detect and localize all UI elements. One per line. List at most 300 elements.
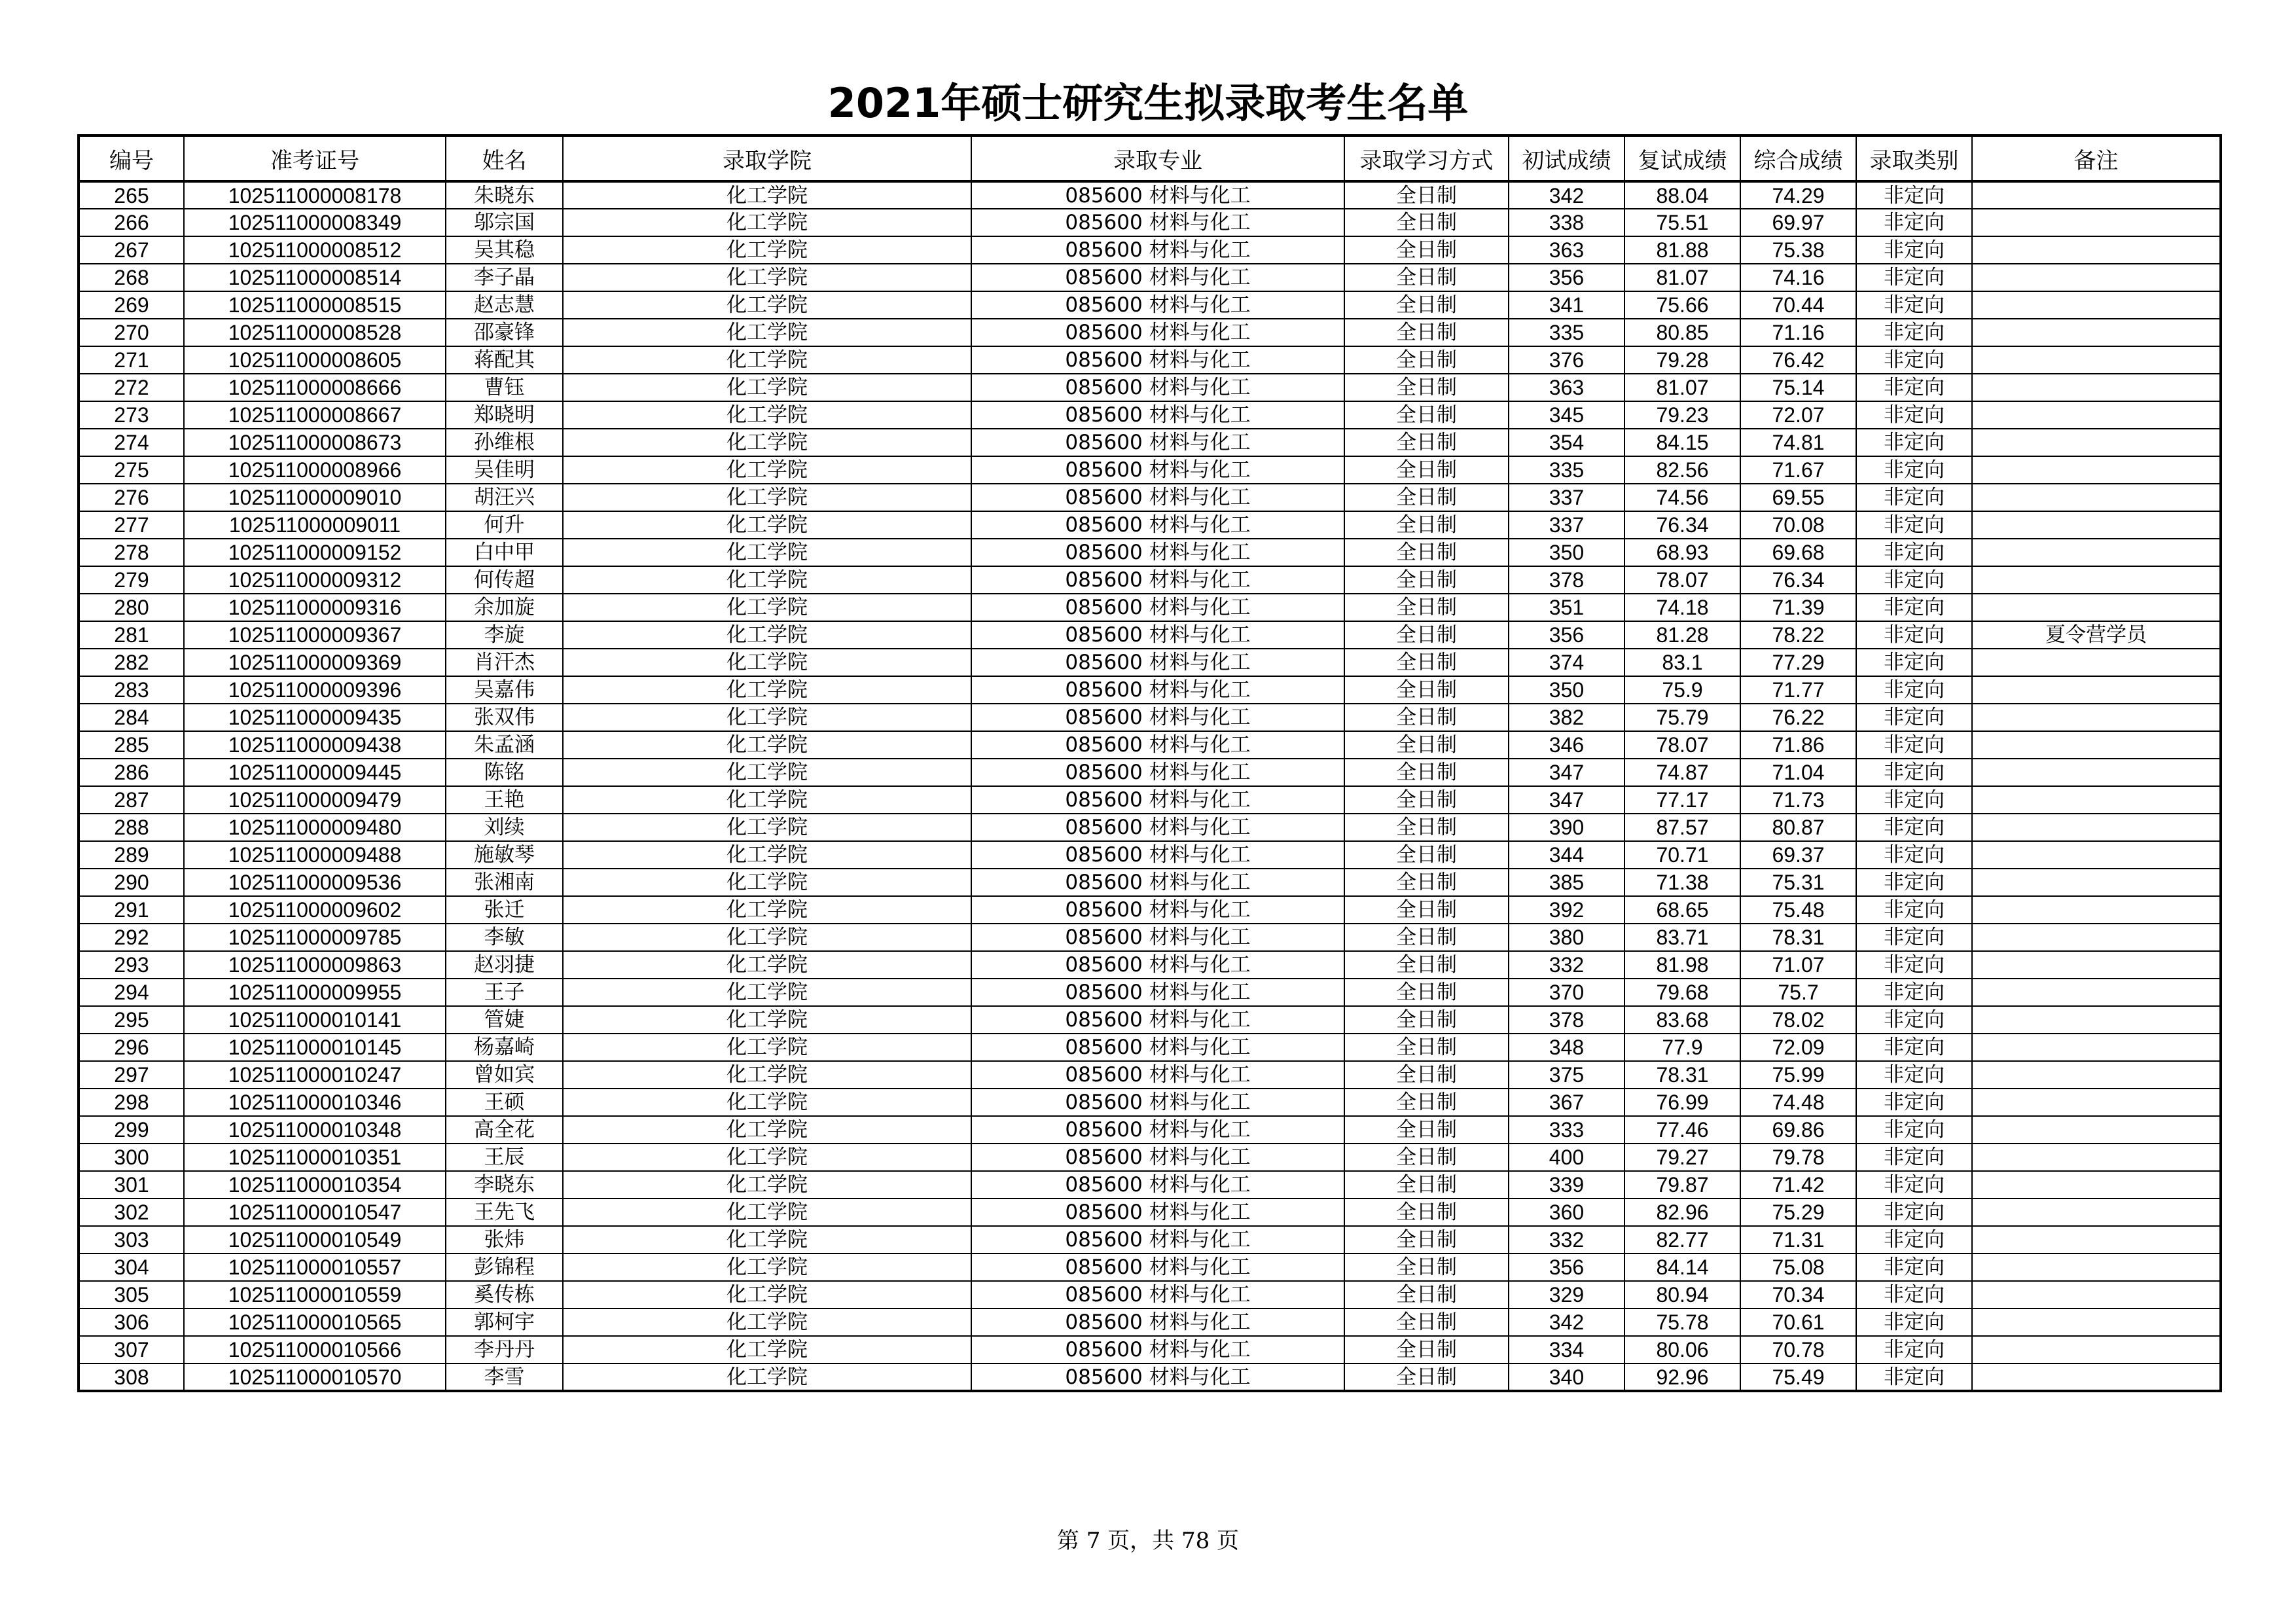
cell-exam-id: 102511000008673: [184, 429, 446, 456]
cell-category: 非定向: [1856, 1363, 1972, 1391]
table-row: [79, 1006, 2221, 1034]
cell-study-mode: 全日制: [1344, 1199, 1509, 1226]
cell-remarks: [1972, 676, 2221, 704]
cell-number: 283: [79, 676, 184, 704]
cell-college: 化工学院: [563, 676, 971, 704]
cell-retest-score: 76.34: [1624, 511, 1740, 539]
cell-major: 085600 材料与化工: [971, 924, 1344, 951]
cell-total-score: 71.04: [1740, 759, 1856, 786]
cell-study-mode: 全日制: [1344, 951, 1509, 979]
table-row: [79, 841, 2221, 869]
cell-exam-id: 102511000010549: [184, 1226, 446, 1254]
cell-initial-score: 363: [1509, 374, 1624, 401]
cell-remarks: [1972, 264, 2221, 291]
cell-remarks: [1972, 896, 2221, 924]
cell-category: 非定向: [1856, 786, 1972, 814]
cell-total-score: 80.87: [1740, 814, 1856, 841]
cell-college: 化工学院: [563, 1006, 971, 1034]
cell-number: 301: [79, 1171, 184, 1199]
cell-college: 化工学院: [563, 566, 971, 594]
table-row: [79, 291, 2221, 319]
cell-total-score: 78.31: [1740, 924, 1856, 951]
cell-major: 085600 材料与化工: [971, 1336, 1344, 1363]
cell-total-score: 75.31: [1740, 869, 1856, 896]
cell-major: 085600 材料与化工: [971, 539, 1344, 566]
cell-total-score: 69.97: [1740, 209, 1856, 236]
cell-retest-score: 77.9: [1624, 1034, 1740, 1061]
cell-exam-id: 102511000008667: [184, 401, 446, 429]
cell-name: 肖汗杰: [446, 649, 563, 676]
cell-total-score: 71.07: [1740, 951, 1856, 979]
cell-initial-score: 351: [1509, 594, 1624, 621]
cell-study-mode: 全日制: [1344, 1116, 1509, 1144]
cell-study-mode: 全日制: [1344, 1226, 1509, 1254]
cell-retest-score: 79.68: [1624, 979, 1740, 1006]
cell-initial-score: 341: [1509, 291, 1624, 319]
cell-category: 非定向: [1856, 511, 1972, 539]
cell-name: 管婕: [446, 1006, 563, 1034]
cell-remarks: [1972, 594, 2221, 621]
cell-initial-score: 344: [1509, 841, 1624, 869]
cell-college: 化工学院: [563, 181, 971, 209]
cell-study-mode: 全日制: [1344, 236, 1509, 264]
cell-name: 孙维根: [446, 429, 563, 456]
cell-retest-score: 75.66: [1624, 291, 1740, 319]
cell-name: 李晓东: [446, 1171, 563, 1199]
cell-exam-id: 102511000008515: [184, 291, 446, 319]
cell-college: 化工学院: [563, 511, 971, 539]
cell-initial-score: 347: [1509, 786, 1624, 814]
cell-major: 085600 材料与化工: [971, 346, 1344, 374]
cell-exam-id: 102511000010351: [184, 1144, 446, 1171]
cell-number: 282: [79, 649, 184, 676]
cell-college: 化工学院: [563, 621, 971, 649]
cell-category: 非定向: [1856, 924, 1972, 951]
cell-name: 赵志慧: [446, 291, 563, 319]
table-row: [79, 181, 2221, 209]
cell-category: 非定向: [1856, 1254, 1972, 1281]
cell-exam-id: 102511000009536: [184, 869, 446, 896]
cell-college: 化工学院: [563, 1116, 971, 1144]
cell-study-mode: 全日制: [1344, 181, 1509, 209]
cell-total-score: 70.44: [1740, 291, 1856, 319]
cell-retest-score: 78.31: [1624, 1061, 1740, 1089]
cell-major: 085600 材料与化工: [971, 374, 1344, 401]
cell-initial-score: 356: [1509, 621, 1624, 649]
table-row: [79, 1171, 2221, 1199]
cell-college: 化工学院: [563, 896, 971, 924]
cell-exam-id: 102511000010559: [184, 1281, 446, 1308]
cell-category: 非定向: [1856, 704, 1972, 731]
table-row: [79, 566, 2221, 594]
cell-study-mode: 全日制: [1344, 731, 1509, 759]
cell-retest-score: 74.56: [1624, 484, 1740, 511]
cell-initial-score: 375: [1509, 1061, 1624, 1089]
cell-category: 非定向: [1856, 814, 1972, 841]
cell-exam-id: 102511000009396: [184, 676, 446, 704]
cell-retest-score: 79.27: [1624, 1144, 1740, 1171]
table-row: [79, 896, 2221, 924]
table-row: [79, 621, 2221, 649]
cell-name: 邬宗国: [446, 209, 563, 236]
cell-category: 非定向: [1856, 731, 1972, 759]
cell-number: 307: [79, 1336, 184, 1363]
cell-initial-score: 347: [1509, 759, 1624, 786]
cell-major: 085600 材料与化工: [971, 814, 1344, 841]
cell-initial-score: 356: [1509, 264, 1624, 291]
cell-exam-id: 102511000008514: [184, 264, 446, 291]
cell-category: 非定向: [1856, 869, 1972, 896]
cell-total-score: 72.09: [1740, 1034, 1856, 1061]
cell-category: 非定向: [1856, 1034, 1972, 1061]
cell-major: 085600 材料与化工: [971, 291, 1344, 319]
cell-initial-score: 354: [1509, 429, 1624, 456]
cell-major: 085600 材料与化工: [971, 1116, 1344, 1144]
cell-major: 085600 材料与化工: [971, 786, 1344, 814]
col-header-remarks: 备注: [1972, 135, 2221, 181]
cell-retest-score: 82.77: [1624, 1226, 1740, 1254]
cell-initial-score: 367: [1509, 1089, 1624, 1116]
cell-category: 非定向: [1856, 841, 1972, 869]
cell-name: 郑晓明: [446, 401, 563, 429]
cell-study-mode: 全日制: [1344, 291, 1509, 319]
page-title: 2021年硕士研究生拟录取考生名单: [827, 79, 1469, 127]
table-row: [79, 676, 2221, 704]
cell-total-score: 69.68: [1740, 539, 1856, 566]
cell-number: 284: [79, 704, 184, 731]
cell-college: 化工学院: [563, 539, 971, 566]
table-row: [79, 1034, 2221, 1061]
cell-initial-score: 332: [1509, 951, 1624, 979]
cell-major: 085600 材料与化工: [971, 594, 1344, 621]
cell-total-score: 74.48: [1740, 1089, 1856, 1116]
cell-category: 非定向: [1856, 1006, 1972, 1034]
cell-retest-score: 71.38: [1624, 869, 1740, 896]
cell-name: 彭锦程: [446, 1254, 563, 1281]
cell-initial-score: 374: [1509, 649, 1624, 676]
cell-retest-score: 88.04: [1624, 181, 1740, 209]
cell-study-mode: 全日制: [1344, 1281, 1509, 1308]
table-row: [79, 1144, 2221, 1171]
cell-major: 085600 材料与化工: [971, 264, 1344, 291]
cell-name: 李丹丹: [446, 1336, 563, 1363]
cell-major: 085600 材料与化工: [971, 731, 1344, 759]
cell-major: 085600 材料与化工: [971, 649, 1344, 676]
cell-category: 非定向: [1856, 1308, 1972, 1336]
cell-college: 化工学院: [563, 594, 971, 621]
cell-retest-score: 68.93: [1624, 539, 1740, 566]
cell-remarks: [1972, 1034, 2221, 1061]
cell-exam-id: 102511000010354: [184, 1171, 446, 1199]
cell-category: 非定向: [1856, 374, 1972, 401]
cell-name: 吴其稳: [446, 236, 563, 264]
cell-major: 085600 材料与化工: [971, 566, 1344, 594]
cell-category: 非定向: [1856, 401, 1972, 429]
cell-study-mode: 全日制: [1344, 869, 1509, 896]
cell-initial-score: 350: [1509, 539, 1624, 566]
cell-category: 非定向: [1856, 759, 1972, 786]
cell-retest-score: 83.71: [1624, 924, 1740, 951]
table-row: [79, 1308, 2221, 1336]
cell-exam-id: 102511000009438: [184, 731, 446, 759]
cell-major: 085600 材料与化工: [971, 181, 1344, 209]
table-row: [79, 731, 2221, 759]
cell-number: 278: [79, 539, 184, 566]
cell-number: 298: [79, 1089, 184, 1116]
cell-total-score: 75.7: [1740, 979, 1856, 1006]
table-row: [79, 539, 2221, 566]
cell-total-score: 75.14: [1740, 374, 1856, 401]
cell-retest-score: 83.1: [1624, 649, 1740, 676]
cell-name: 蒋配其: [446, 346, 563, 374]
cell-remarks: [1972, 319, 2221, 346]
cell-college: 化工学院: [563, 429, 971, 456]
cell-category: 非定向: [1856, 181, 1972, 209]
table-row: [79, 951, 2221, 979]
cell-name: 何传超: [446, 566, 563, 594]
cell-major: 085600 材料与化工: [971, 704, 1344, 731]
cell-number: 270: [79, 319, 184, 346]
cell-exam-id: 102511000010145: [184, 1034, 446, 1061]
cell-initial-score: 337: [1509, 484, 1624, 511]
cell-remarks: [1972, 924, 2221, 951]
cell-category: 非定向: [1856, 1116, 1972, 1144]
table-row: [79, 429, 2221, 456]
cell-total-score: 76.34: [1740, 566, 1856, 594]
cell-college: 化工学院: [563, 649, 971, 676]
cell-name: 王硕: [446, 1089, 563, 1116]
cell-initial-score: 360: [1509, 1199, 1624, 1226]
cell-exam-id: 102511000008966: [184, 456, 446, 484]
cell-exam-id: 102511000008178: [184, 181, 446, 209]
cell-retest-score: 78.07: [1624, 731, 1740, 759]
cell-initial-score: 335: [1509, 319, 1624, 346]
cell-study-mode: 全日制: [1344, 374, 1509, 401]
cell-total-score: 75.48: [1740, 896, 1856, 924]
cell-remarks: [1972, 181, 2221, 209]
cell-name: 王先飞: [446, 1199, 563, 1226]
cell-category: 非定向: [1856, 649, 1972, 676]
table-row: [79, 456, 2221, 484]
cell-retest-score: 81.07: [1624, 374, 1740, 401]
cell-exam-id: 102511000009602: [184, 896, 446, 924]
cell-name: 杨嘉崎: [446, 1034, 563, 1061]
cell-total-score: 75.38: [1740, 236, 1856, 264]
cell-initial-score: 356: [1509, 1254, 1624, 1281]
cell-exam-id: 102511000009955: [184, 979, 446, 1006]
cell-study-mode: 全日制: [1344, 401, 1509, 429]
cell-initial-score: 392: [1509, 896, 1624, 924]
table-row: [79, 759, 2221, 786]
col-header-major: 录取专业: [971, 135, 1344, 181]
table-row: [79, 1226, 2221, 1254]
cell-study-mode: 全日制: [1344, 841, 1509, 869]
col-header-total-score: 综合成绩: [1740, 135, 1856, 181]
cell-study-mode: 全日制: [1344, 786, 1509, 814]
cell-number: 288: [79, 814, 184, 841]
cell-college: 化工学院: [563, 209, 971, 236]
cell-study-mode: 全日制: [1344, 1034, 1509, 1061]
cell-exam-id: 102511000008512: [184, 236, 446, 264]
cell-total-score: 69.86: [1740, 1116, 1856, 1144]
cell-remarks: [1972, 511, 2221, 539]
cell-number: 300: [79, 1144, 184, 1171]
cell-study-mode: 全日制: [1344, 1061, 1509, 1089]
cell-exam-id: 102511000010565: [184, 1308, 446, 1336]
cell-exam-id: 102511000010570: [184, 1363, 446, 1391]
cell-total-score: 71.73: [1740, 786, 1856, 814]
cell-remarks: [1972, 1254, 2221, 1281]
cell-total-score: 71.31: [1740, 1226, 1856, 1254]
cell-major: 085600 材料与化工: [971, 511, 1344, 539]
cell-name: 吴嘉伟: [446, 676, 563, 704]
cell-number: 275: [79, 456, 184, 484]
col-header-retest-score: 复试成绩: [1624, 135, 1740, 181]
cell-college: 化工学院: [563, 1226, 971, 1254]
cell-remarks: [1972, 484, 2221, 511]
table-row: [79, 264, 2221, 291]
cell-college: 化工学院: [563, 374, 971, 401]
cell-number: 303: [79, 1226, 184, 1254]
cell-name: 朱晓东: [446, 181, 563, 209]
cell-number: 274: [79, 429, 184, 456]
cell-name: 白中甲: [446, 539, 563, 566]
cell-major: 085600 材料与化工: [971, 1254, 1344, 1281]
table-row: [79, 1089, 2221, 1116]
cell-number: 289: [79, 841, 184, 869]
cell-college: 化工学院: [563, 814, 971, 841]
cell-study-mode: 全日制: [1344, 539, 1509, 566]
cell-number: 308: [79, 1363, 184, 1391]
cell-number: 299: [79, 1116, 184, 1144]
cell-remarks: [1972, 1006, 2221, 1034]
cell-number: 286: [79, 759, 184, 786]
col-header-study-mode: 录取学习方式: [1344, 135, 1509, 181]
cell-remarks: [1972, 1144, 2221, 1171]
cell-total-score: 71.86: [1740, 731, 1856, 759]
cell-initial-score: 346: [1509, 731, 1624, 759]
cell-remarks: [1972, 429, 2221, 456]
cell-name: 李旋: [446, 621, 563, 649]
cell-study-mode: 全日制: [1344, 484, 1509, 511]
cell-exam-id: 102511000009312: [184, 566, 446, 594]
cell-retest-score: 79.23: [1624, 401, 1740, 429]
cell-major: 085600 材料与化工: [971, 1281, 1344, 1308]
cell-college: 化工学院: [563, 731, 971, 759]
cell-study-mode: 全日制: [1344, 1171, 1509, 1199]
table-row: [79, 1061, 2221, 1089]
cell-number: 279: [79, 566, 184, 594]
cell-exam-id: 102511000009369: [184, 649, 446, 676]
cell-category: 非定向: [1856, 1061, 1972, 1089]
cell-initial-score: 363: [1509, 236, 1624, 264]
cell-name: 王辰: [446, 1144, 563, 1171]
cell-remarks: [1972, 456, 2221, 484]
cell-retest-score: 68.65: [1624, 896, 1740, 924]
cell-retest-score: 92.96: [1624, 1363, 1740, 1391]
cell-exam-id: 102511000009863: [184, 951, 446, 979]
cell-college: 化工学院: [563, 264, 971, 291]
cell-initial-score: 382: [1509, 704, 1624, 731]
table-row: [79, 1281, 2221, 1308]
cell-college: 化工学院: [563, 1144, 971, 1171]
cell-retest-score: 82.96: [1624, 1199, 1740, 1226]
cell-retest-score: 77.17: [1624, 786, 1740, 814]
cell-category: 非定向: [1856, 621, 1972, 649]
cell-college: 化工学院: [563, 1254, 971, 1281]
cell-study-mode: 全日制: [1344, 456, 1509, 484]
cell-name: 郭柯宇: [446, 1308, 563, 1336]
table-row: [79, 786, 2221, 814]
cell-exam-id: 102511000009316: [184, 594, 446, 621]
cell-total-score: 75.08: [1740, 1254, 1856, 1281]
cell-name: 曹钰: [446, 374, 563, 401]
cell-category: 非定向: [1856, 896, 1972, 924]
cell-study-mode: 全日制: [1344, 264, 1509, 291]
cell-initial-score: 348: [1509, 1034, 1624, 1061]
cell-remarks: [1972, 731, 2221, 759]
cell-remarks: [1972, 841, 2221, 869]
cell-study-mode: 全日制: [1344, 979, 1509, 1006]
cell-number: 273: [79, 401, 184, 429]
cell-category: 非定向: [1856, 1226, 1972, 1254]
cell-study-mode: 全日制: [1344, 814, 1509, 841]
cell-remarks: [1972, 1226, 2221, 1254]
cell-number: 306: [79, 1308, 184, 1336]
cell-category: 非定向: [1856, 346, 1972, 374]
cell-remarks: [1972, 539, 2221, 566]
cell-exam-id: 102511000010141: [184, 1006, 446, 1034]
cell-retest-score: 75.51: [1624, 209, 1740, 236]
cell-college: 化工学院: [563, 951, 971, 979]
cell-initial-score: 342: [1509, 181, 1624, 209]
cell-remarks: [1972, 209, 2221, 236]
cell-number: 305: [79, 1281, 184, 1308]
cell-initial-score: 370: [1509, 979, 1624, 1006]
cell-initial-score: 333: [1509, 1116, 1624, 1144]
cell-name: 赵羽捷: [446, 951, 563, 979]
cell-study-mode: 全日制: [1344, 1089, 1509, 1116]
cell-total-score: 70.78: [1740, 1336, 1856, 1363]
table-row: [79, 401, 2221, 429]
cell-category: 非定向: [1856, 539, 1972, 566]
cell-retest-score: 75.9: [1624, 676, 1740, 704]
cell-category: 非定向: [1856, 319, 1972, 346]
cell-category: 非定向: [1856, 1199, 1972, 1226]
cell-number: 290: [79, 869, 184, 896]
cell-number: 292: [79, 924, 184, 951]
cell-college: 化工学院: [563, 484, 971, 511]
cell-initial-score: 340: [1509, 1363, 1624, 1391]
cell-category: 非定向: [1856, 209, 1972, 236]
cell-category: 非定向: [1856, 291, 1972, 319]
cell-major: 085600 材料与化工: [971, 236, 1344, 264]
cell-remarks: [1972, 869, 2221, 896]
cell-category: 非定向: [1856, 1144, 1972, 1171]
cell-total-score: 71.77: [1740, 676, 1856, 704]
cell-exam-id: 102511000010547: [184, 1199, 446, 1226]
header-row: [79, 135, 2221, 181]
cell-initial-score: 339: [1509, 1171, 1624, 1199]
table-row: [79, 649, 2221, 676]
cell-exam-id: 102511000009011: [184, 511, 446, 539]
cell-exam-id: 102511000009785: [184, 924, 446, 951]
table-row: [79, 979, 2221, 1006]
table-row: [79, 209, 2221, 236]
cell-major: 085600 材料与化工: [971, 1199, 1344, 1226]
cell-college: 化工学院: [563, 1336, 971, 1363]
cell-exam-id: 102511000010346: [184, 1089, 446, 1116]
